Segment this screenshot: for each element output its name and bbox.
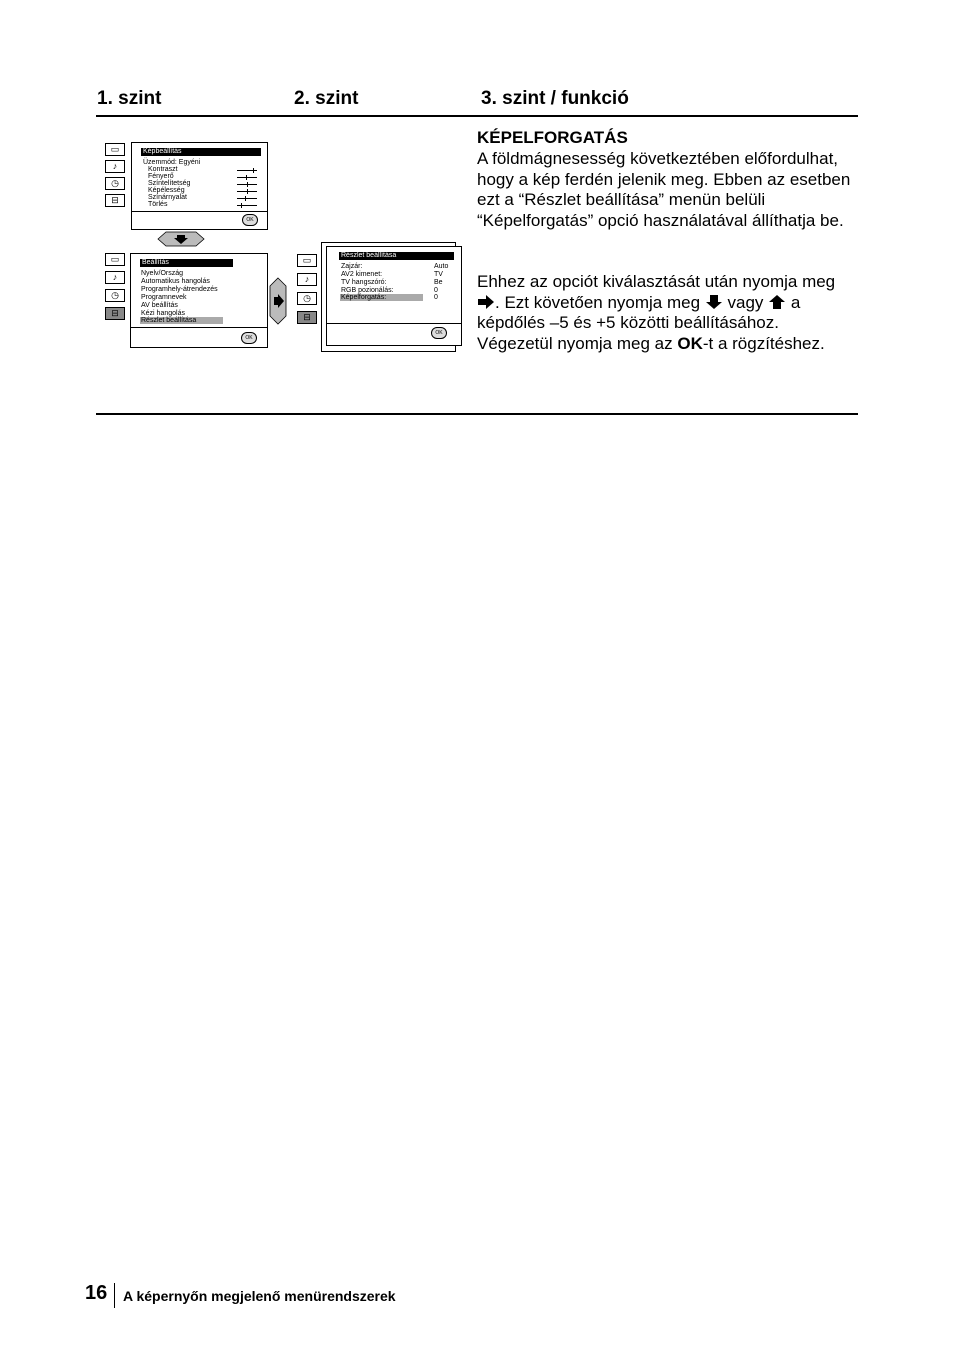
- footer-section-title: A képernyőn megjelenő menürendszerek: [123, 1288, 396, 1304]
- detail-menu-title: Részlet beállítása: [339, 252, 454, 260]
- detail-value: Be: [434, 279, 443, 286]
- timer-icon: ◷: [105, 289, 125, 302]
- menu-item: Automatikus hangolás: [141, 278, 210, 285]
- bottom-rule: [96, 413, 858, 415]
- menu-item: Színtelítetség: [148, 180, 191, 187]
- slider: [237, 205, 257, 206]
- menu-item: Törlés: [148, 201, 168, 208]
- detail-value: TV: [434, 271, 443, 278]
- setup-icon: ⊟: [105, 194, 125, 207]
- picture-menu: [131, 142, 268, 230]
- menu-divider: [131, 327, 267, 328]
- setup-icon: ⊟: [297, 311, 317, 324]
- timer-icon: ◷: [105, 177, 125, 190]
- picture-icon: ▭: [297, 254, 317, 267]
- detail-label-selected: Képelforgatás:: [340, 294, 423, 301]
- ok-icon: OK: [431, 327, 447, 339]
- instruction-text: -t a rögzítéshez.: [702, 333, 825, 353]
- instruction-text: . Ezt követően nyomja meg: [495, 292, 701, 312]
- sound-icon: ♪: [297, 273, 317, 286]
- setup-menu: [130, 253, 268, 348]
- up-arrow-icon: [768, 294, 786, 310]
- description-paragraph: A földmágnesesség következtében előfordulhat, hogy a kép ferdén jelenik meg. Ebben az esetben ezt a “Részlet beállítása” menün belüli “Képelforgatás” opció használatával állíthatja be.: [477, 149, 851, 230]
- down-navigation-pad-icon: [156, 230, 206, 248]
- slider: [237, 184, 257, 185]
- detail-label: Zajzár:: [341, 263, 363, 270]
- level3-heading: 3. szint / funkció: [481, 88, 629, 109]
- detail-value: Auto: [434, 263, 449, 270]
- detail-value: 0: [434, 287, 438, 294]
- instruction-text: vagy: [727, 292, 764, 312]
- menu3-icon-column: [297, 254, 319, 328]
- instruction-paragraph: [477, 272, 857, 354]
- ok-key-label: OK: [677, 333, 703, 353]
- detail-menu: [326, 246, 462, 346]
- section-heading: KÉPELFORGATÁS: [477, 128, 628, 147]
- picture-icon: ▭: [105, 143, 125, 156]
- timer-icon: ◷: [297, 292, 317, 305]
- setup-menu-title: Beállítás: [140, 259, 233, 267]
- ok-icon: OK: [242, 214, 258, 226]
- menu-item: AV beállítás: [141, 302, 178, 309]
- picture-mode: Üzemmód: Egyéni: [143, 159, 201, 166]
- menu1-icon-column: [105, 143, 127, 211]
- detail-label: RGB pozionálás:: [341, 287, 394, 294]
- menu-item: Programhely-átrendezés: [141, 286, 218, 293]
- slider: [237, 177, 257, 178]
- menu-item: Nyelv/Ország: [141, 270, 184, 277]
- picture-icon: ▭: [105, 253, 125, 266]
- picture-menu-title: Képbeállítás: [141, 148, 261, 156]
- menu-item: Kézi hangolás: [141, 310, 185, 317]
- detail-value: 0: [434, 294, 438, 301]
- right-navigation-pad-icon: [268, 276, 288, 326]
- menu-item: Kontraszt: [148, 166, 178, 173]
- detail-label: AV2 kimenet:: [341, 271, 383, 278]
- menu-item-selected: Részlet beállítása: [140, 317, 223, 324]
- menu2-icon-column: [105, 253, 127, 324]
- menu-divider: [327, 323, 461, 324]
- setup-icon: ⊟: [105, 307, 125, 320]
- slider: [237, 170, 257, 171]
- slider: [237, 198, 257, 199]
- sound-icon: ♪: [105, 271, 125, 284]
- menu-item: Színárnyalat: [148, 194, 187, 201]
- down-arrow-icon: [705, 294, 723, 310]
- right-arrow-icon: [477, 294, 495, 310]
- sound-icon: ♪: [105, 160, 125, 173]
- level2-heading: 2. szint: [294, 88, 359, 109]
- level1-heading: 1. szint: [97, 88, 162, 109]
- detail-label: TV hangszóró:: [341, 279, 387, 286]
- ok-icon: OK: [241, 332, 257, 344]
- menu-item: Programnevek: [141, 294, 187, 301]
- footer-divider: [114, 1283, 115, 1308]
- menu-divider: [132, 211, 267, 212]
- slider: [237, 191, 257, 192]
- menu-item: Képélesség: [148, 187, 185, 194]
- instruction-text: a képdőlés –5 és +5 közötti beállításához. Végezetül nyomja meg az: [477, 292, 801, 353]
- top-rule: [96, 115, 858, 117]
- menu-item: Fényerő: [148, 173, 174, 180]
- page-number: 16: [85, 1282, 108, 1304]
- instruction-text: Ehhez az opciót kiválasztását után nyomja meg: [477, 272, 836, 291]
